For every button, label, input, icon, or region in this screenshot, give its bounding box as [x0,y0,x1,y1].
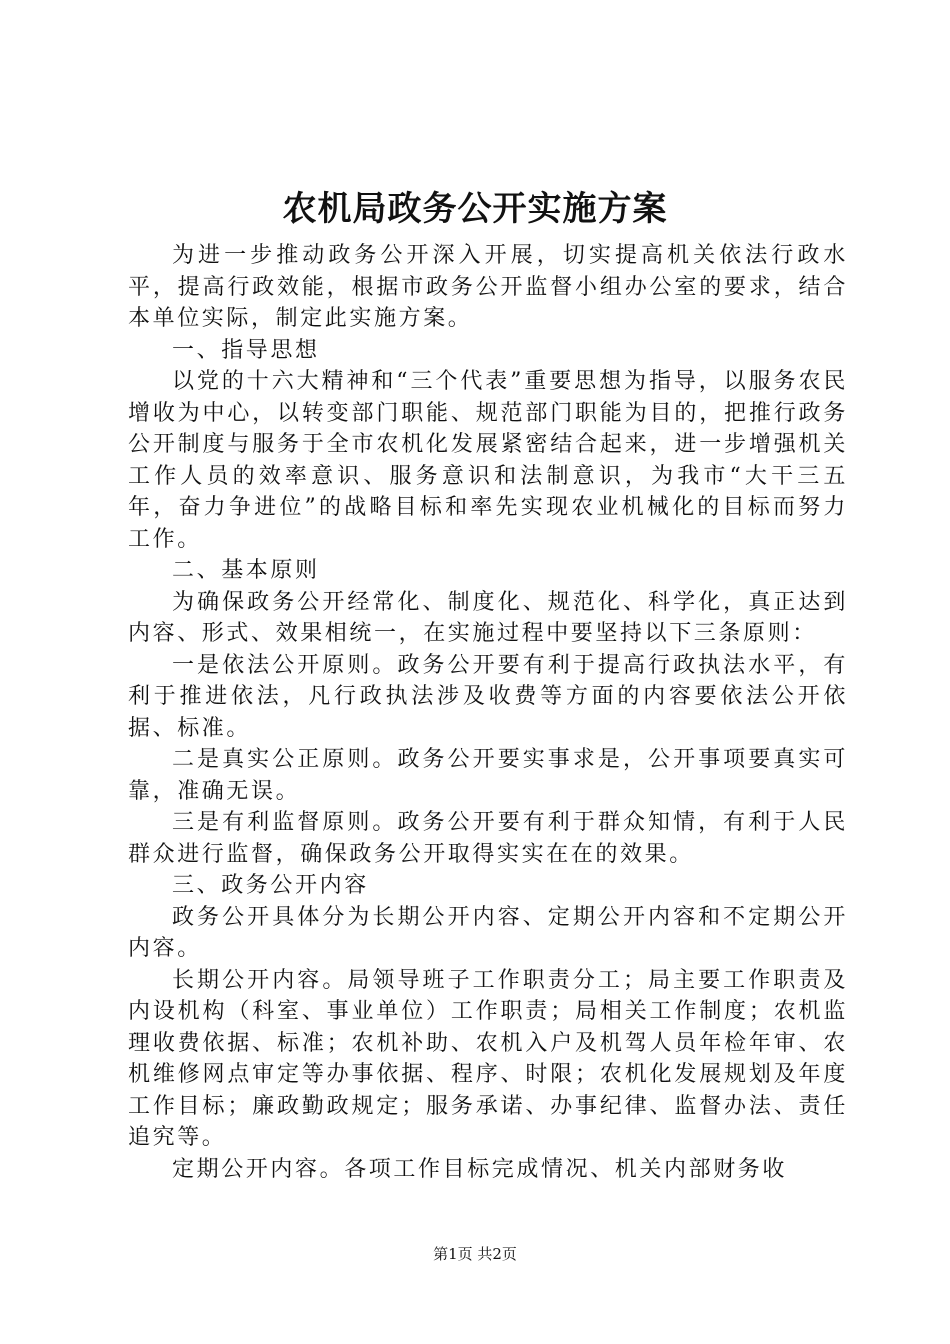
section-heading-basic-principles: 二、基本原则 [172,558,320,583]
paragraph-intro: 为进一步推动政务公开深入开展，切实提高机关依法行政水平，提高行政效能，根据市政务公开监督小组办公室的要求，结合本单位实际，制定此实施方案。 [128,243,848,331]
page-footer: 第1页 共2页 [433,1245,517,1263]
paragraph-principle-3: 三是有利监督原则。政务公开要有利于群众知情，有利于人民群众进行监督，确保政务公开取得实实在在的效果。 [128,810,848,867]
paragraph-long-term-disclosure: 长期公开内容。局领导班子工作职责分工；局主要工作职责及内设机构（科室、事业单位）工作职责；局相关工作制度；农机监理收费依据、标准；农机补助、农机入户及机驾人员年检年审、农机维修网点审定等办事依据、程序、时限；农机化发展规划及年度工作目标；廉政勤政规定；服务承诺、办事纪律、监督办法、责任追究等。 [128,967,848,1150]
paragraph-principle-1: 一是依法公开原则。政务公开要有利于提高行政执法水平，有利于推进依法，凡行政执法涉及收费等方面的内容要依法公开依据、标准。 [128,652,848,741]
section-heading-guiding-ideology: 一、指导思想 [172,337,320,363]
document-body [128,240,848,1185]
paragraph-disclosure-types: 政务公开具体分为长期公开内容、定期公开内容和不定期公开内容。 [128,904,848,961]
document-title: 农机局政务公开实施方案 [282,189,668,229]
paragraph-guiding-ideology: 以党的十六大精神和“三个代表”重要思想为指导，以服务农民增收为中心，以转变部门职能、规范部门职能为目的，把推行政务公开制度与服务于全市农机化发展紧密结合起来，进一步增强机关工作人员的效率意识、服务意识和法制意识，为我市“大干三五年，奋力争进位”的战略目标和率先实现农业机械化的目标而努力工作。 [128,369,848,552]
paragraph-principles-intro: 为确保政务公开经常化、制度化、规范化、科学化，真正达到内容、形式、效果相统一，在实施过程中要坚持以下三条原则： [128,589,848,646]
section-heading-disclosure-content: 三、政务公开内容 [172,873,369,898]
paragraph-principle-2: 二是真实公正原则。政务公开要实事求是，公开事项要真实可靠，准确无误。 [128,747,848,804]
paragraph-periodic-disclosure: 定期公开内容。各项工作目标完成情况、机关内部财务收 [172,1156,788,1182]
